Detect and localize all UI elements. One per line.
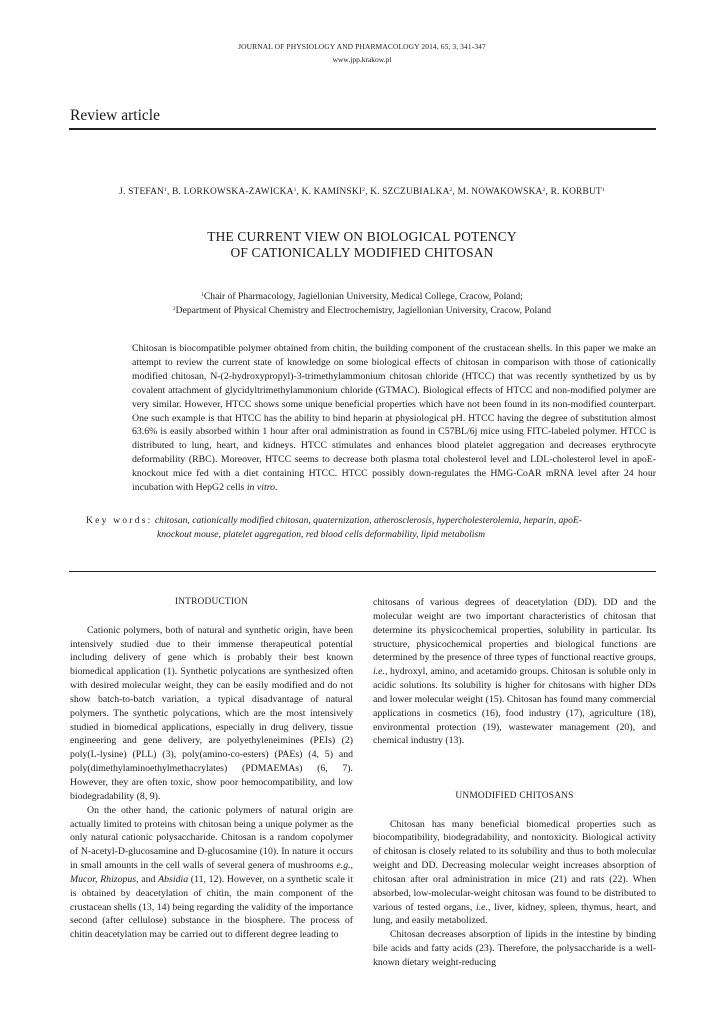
keywords: [86, 514, 656, 541]
section-rule: [69, 571, 656, 572]
affiliation: [0, 303, 724, 317]
section-heading: INTRODUCTION: [174, 597, 249, 607]
right-column: [373, 596, 656, 970]
paragraph: chitosans of various degrees of deacetylation (DD). DD and the molecular weight are two important characteristics of chitosan that determine its physicochemical properties, solubility in particular. Its structure, physicochemical properties and biological functions are determined by the presence of three types of functional reactive groups, i.e., hydroxyl, amino, and acetamido groups. Chitosan is soluble only in acidic solutions. Its solubility is higher for chitosans with higher DDs and lower molecular weight (15). Chitosan has found many commercial applications in cosmetics (16), food industry (17), agriculture (18), environmental protection (19), wastewater management (20), and chemical industry (13).: [373, 597, 656, 747]
affiliation-mark: 1: [601, 187, 605, 193]
affiliation: [0, 289, 724, 303]
abstract-italic: in vitro: [246, 482, 276, 494]
article-title: [0, 229, 724, 261]
author-name: K. KAMINSKI: [301, 187, 363, 197]
journal-url[interactable]: www.jpp.krakow.pl: [332, 55, 392, 64]
header-rule: [69, 128, 656, 130]
title-line: THE CURRENT VIEW ON BIOLOGICAL POTENCY: [207, 229, 517, 244]
keywords-label: Key words:: [86, 515, 153, 526]
affiliation-mark: 2: [362, 187, 366, 193]
affiliation-mark: 1: [164, 187, 167, 193]
author-name: M. NOWAKOWSKA: [457, 187, 543, 197]
paragraph: Chitosan has many beneficial biomedical properties such as biocompatibility, biodegradability, and nontoxicity. Biological activity of chitosan is closely related to its solubility and thus to both molecular weight and DD. Decreasing molecular weight increases absorption of chitosan after oral administration in mice (21) and rats (22). When absorbed, low-molecular-weight chitosan was found to be distributed to various of tested organs, i.e., liver, kidney, spleen, thymus, heart, and lung, and easily metabolized.: [373, 818, 656, 927]
author-list: J. STEFAN$^1$, B. LORKOWSKA-ZAWICKA$^1$, K. KAMINSKI$^2$, K. SZCZUBIALKA$^2$, M. NOWAKOWSKA$^2$, R. KORBUT$^1$: [119, 187, 605, 197]
author-name: J. STEFAN: [119, 187, 165, 197]
affiliation-mark: 2: [172, 306, 176, 312]
section-type: Review article: [70, 107, 160, 124]
abstract: [132, 342, 656, 495]
affiliation-mark: 2: [542, 187, 546, 193]
keywords-text: chitosan, cationically modified chitosan, quaternization, atherosclerosis, hypercholesterolemia, heparin, apoE-: [154, 515, 582, 526]
section-heading: UNMODIFIED CHITOSANS: [455, 790, 574, 801]
author-name: B. LORKOWSKA-ZAWICKA: [172, 187, 294, 197]
affiliation-mark: 2: [449, 187, 453, 193]
affiliation-mark: 1: [293, 187, 297, 193]
abstract-text: Chitosan is biocompatible polymer obtained from chitin, the building component of the crustacean shells. In this paper we make an attempt to review the current state of knowledge on some biological effects of chitosan in comparison with those of cationically modified chitosan, N-(2-hydroxypropyl)-3-trimethylammonium chitosan chloride (HTCC) that was recently synthetized by us by covalent attachment of glycidyltrimethylammonium chloride (GTMAC). Biological effects of HTCC and non-modified polymer are very similar. However, HTCC shows some unique beneficial properties which have not been found in its non-modified counterpart. One such example is that HTCC has the ability to bind heparin at physiological pH. HTCC having the degree of substitution almost 63.6% is easily absorbed within 1 hour after oral administration as found in C57BL/6j mice using FITC-labeled polymer. HTCC is distributed to lung, heart, and kidneys. HTCC stimulates and enhances blood platelet aggregation and decreases erythrocyte deformability (RBC). Moreover, HTCC seems to decrease both plasma total cholesterol level and LDL-cholesterol level in apoE-knockout mice fed with a diet containing HTCC. HTCC possibly down-regulates the HMG-CoAR mRNA level after 24 hour incubation with HepG2 cells: [132, 343, 656, 494]
author-name: R. KORBUT: [550, 187, 602, 197]
affiliations: [0, 289, 724, 317]
affiliation-text: Chair of Pharmacology, Jagiellonian University, Medical College, Cracow, Poland;: [203, 291, 523, 302]
keywords-text: knockout mouse, platelet aggregation, red blood cells deformability, lipid metabolism: [157, 528, 486, 540]
paragraph: On the other hand, the cationic polymers of natural origin are actually limited to proteins with chitosan being a unique polymer as the only natural cationic polysaccharide. Chitosan is a random copolymer of N-acetyl-D-glucosamine and D-glucosamine (10). In nature it occurs in small amounts in the cell walls of several genera of mushrooms e.g., Mucor, Rhizopus, and Absidia (11, 12). However, on a synthetic scale it is obtained by deacetylation of chitin, the main component of the crustacean shells (13, 14) being regarding the validity of the importance second (after cellulose) substance in the biosphere. The process of chitin deacetylation may be carried out to different degree leading to: [70, 804, 353, 941]
abstract-end: .: [275, 482, 278, 494]
title-line: OF CATIONICALLY MODIFIED CHITOSAN: [230, 245, 494, 260]
left-column: [70, 596, 353, 942]
paragraph: Cationic polymers, both of natural and synthetic origin, have been intensively studied due to their immense therapeutical potential including delivery of gene which is probably their best known biomedical application (1). Synthetic polycations are synthesized often with desired molecular weight, they can be easily modified and do not show batch-to-batch variation, a typical disadvantage of natural polymers. The synthetic polycations, which are the most intensively studied in biomedical applications, especially in drug delivery, tissue engineering and gene delivery, are polyethyleneimines (PEIs) (2) poly(L-lysine) (PLL) (3), poly(amino-co-esters) (PAEs) (4, 5) and poly(dimethylaminoethylmethacrylates) (PDMAEMAs) (6, 7). However, they are often toxic, show poor hemocompatibility, and low biodegradability (8, 9).: [70, 624, 353, 802]
affiliation-text: Department of Physical Chemistry and Electrochemistry, Jagiellonian University, Cracow, Poland: [175, 305, 552, 316]
affiliation-mark: 1: [201, 292, 204, 298]
author-name: K. SZCZUBIALKA: [370, 187, 450, 197]
paragraph: Chitosan decreases absorption of lipids in the intestine by binding bile acids and fatty acids (23). Therefore, the polysaccharide is a well-known dietary weight-reducing: [373, 929, 656, 968]
journal-citation: JOURNAL OF PHYSIOLOGY AND PHARMACOLOGY 2014, 65, 3, 341-347: [238, 42, 486, 51]
